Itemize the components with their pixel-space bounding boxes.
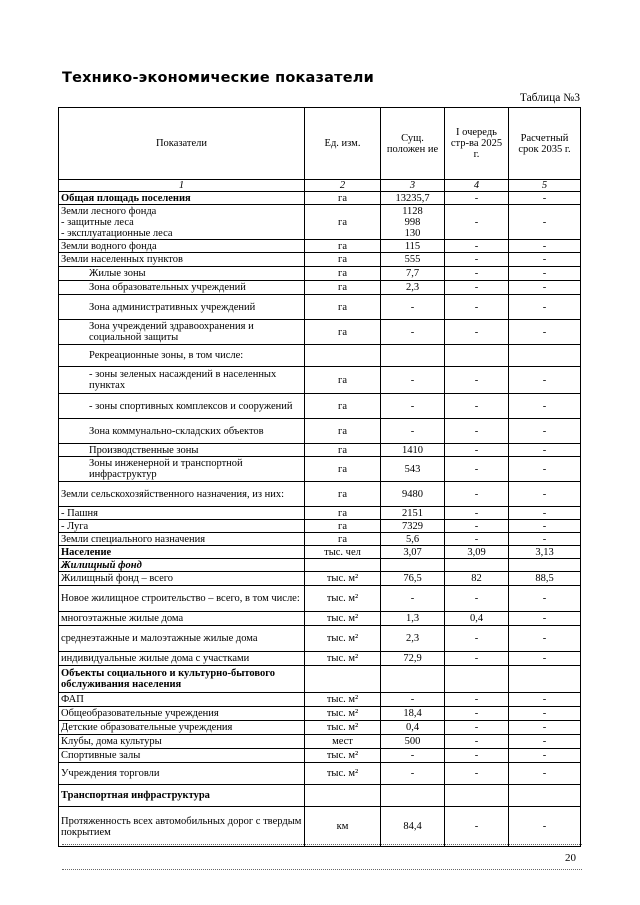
existing-value-cell xyxy=(381,666,445,693)
estimated-value-cell: - xyxy=(509,482,581,507)
indicator-cell: Общая площадь поселения xyxy=(59,192,305,205)
unit-cell: тыс. м² xyxy=(305,626,381,652)
stage1-value-cell: - xyxy=(445,763,509,785)
header-unit: Ед. изм. xyxy=(305,108,381,180)
unit-cell: тыс. м² xyxy=(305,721,381,735)
table-row xyxy=(59,507,581,520)
unit-cell: га xyxy=(305,281,381,295)
stage1-value-cell: 0,4 xyxy=(445,612,509,626)
unit-cell: га xyxy=(305,444,381,457)
table-label: Таблица №3 xyxy=(519,92,580,104)
estimated-value-cell: - xyxy=(509,693,581,707)
stage1-value-cell: - xyxy=(445,520,509,533)
estimated-value-cell: - xyxy=(509,367,581,394)
stage1-value-cell: - xyxy=(445,267,509,281)
unit-cell: га xyxy=(305,419,381,444)
table-row xyxy=(59,626,581,652)
estimated-value-cell: 88,5 xyxy=(509,572,581,586)
unit-cell: тыс. м² xyxy=(305,763,381,785)
estimated-value-cell: - xyxy=(509,520,581,533)
existing-value-cell: - xyxy=(381,320,445,345)
indicator-cell: Земли водного фонда xyxy=(59,240,305,253)
table-row xyxy=(59,533,581,546)
indicator-cell: Земли сельскохозяйственного назначения, из них: xyxy=(59,482,305,507)
existing-value-cell: 1410 xyxy=(381,444,445,457)
column-number: 2 xyxy=(305,180,381,192)
table-row xyxy=(59,240,581,253)
existing-value-cell: 7,7 xyxy=(381,267,445,281)
existing-value-cell: 76,5 xyxy=(381,572,445,586)
unit-cell: га xyxy=(305,457,381,482)
table-row xyxy=(59,721,581,735)
estimated-value-cell: - xyxy=(509,253,581,267)
column-number: 5 xyxy=(509,180,581,192)
estimated-value-cell: - xyxy=(509,749,581,763)
stage1-value-cell: 3,09 xyxy=(445,546,509,559)
table-row xyxy=(59,394,581,419)
table-row xyxy=(59,267,581,281)
estimated-value-cell: - xyxy=(509,205,581,240)
indicator-cell: многоэтажные жилые дома xyxy=(59,612,305,626)
stage1-value-cell: - xyxy=(445,749,509,763)
indicator-cell: Новое жилищное строительство – всего, в том числе: xyxy=(59,586,305,612)
existing-value-cell: - xyxy=(381,693,445,707)
stage1-value-cell: - xyxy=(445,419,509,444)
unit-cell: мест xyxy=(305,735,381,749)
indicator-cell: Жилищный фонд – всего xyxy=(59,572,305,586)
unit-cell: га xyxy=(305,295,381,320)
estimated-value-cell: - xyxy=(509,763,581,785)
unit-cell: га xyxy=(305,267,381,281)
footer-divider xyxy=(62,844,582,845)
unit-cell: тыс. чел xyxy=(305,546,381,559)
indicator-cell: Земли лесного фонда - защитные леса - эксплуатационные леса xyxy=(59,205,305,240)
indicator-cell: ФАП xyxy=(59,693,305,707)
table-row xyxy=(59,320,581,345)
stage1-value-cell: - xyxy=(445,457,509,482)
existing-value-cell: 500 xyxy=(381,735,445,749)
unit-cell: га xyxy=(305,367,381,394)
indicator-cell: Спортивные залы xyxy=(59,749,305,763)
estimated-value-cell: - xyxy=(509,652,581,666)
indicator-cell: - зоны зеленых насаждений в населенных пунктах xyxy=(59,367,305,394)
indicator-cell: Зона образовательных учреждений xyxy=(59,281,305,295)
estimated-value-cell: - xyxy=(509,444,581,457)
table-row xyxy=(59,559,581,572)
stage1-value-cell: - xyxy=(445,652,509,666)
table-row xyxy=(59,345,581,367)
footer-divider xyxy=(62,869,582,870)
table-row xyxy=(59,586,581,612)
table-row xyxy=(59,785,581,807)
estimated-value-cell xyxy=(509,666,581,693)
table-row xyxy=(59,807,581,847)
estimated-value-cell xyxy=(509,559,581,572)
header-indicator: Показатели xyxy=(59,108,305,180)
stage1-value-cell: - xyxy=(445,507,509,520)
stage1-value-cell: - xyxy=(445,693,509,707)
stage1-value-cell: - xyxy=(445,807,509,847)
existing-value-cell: - xyxy=(381,586,445,612)
page-title: Технико-экономические показатели xyxy=(62,70,374,86)
existing-value-cell: 13235,7 xyxy=(381,192,445,205)
unit-cell: га xyxy=(305,520,381,533)
stage1-value-cell: 82 xyxy=(445,572,509,586)
existing-value-cell: 0,4 xyxy=(381,721,445,735)
table-row xyxy=(59,520,581,533)
table-row xyxy=(59,546,581,559)
table-header-row xyxy=(59,108,581,180)
table-row xyxy=(59,295,581,320)
table-row xyxy=(59,572,581,586)
unit-cell: га xyxy=(305,482,381,507)
estimated-value-cell: - xyxy=(509,586,581,612)
table-row xyxy=(59,444,581,457)
existing-value-cell: - xyxy=(381,419,445,444)
existing-value-cell: - xyxy=(381,295,445,320)
existing-value-cell: - xyxy=(381,367,445,394)
existing-value-cell: 3,07 xyxy=(381,546,445,559)
stage1-value-cell: - xyxy=(445,444,509,457)
indicator-cell: Зоны инженерной и транспортной инфраструктур xyxy=(59,457,305,482)
unit-cell: тыс. м² xyxy=(305,586,381,612)
estimated-value-cell: - xyxy=(509,192,581,205)
existing-value-cell: - xyxy=(381,763,445,785)
indicator-cell: Транспортная инфраструктура xyxy=(59,785,305,807)
unit-cell: га xyxy=(305,507,381,520)
unit-cell xyxy=(305,345,381,367)
unit-cell: тыс. м² xyxy=(305,652,381,666)
header-existing: Сущ. положен ие xyxy=(381,108,445,180)
indicators-table xyxy=(58,107,581,847)
indicator-cell: Зона административных учреждений xyxy=(59,295,305,320)
table-row xyxy=(59,612,581,626)
estimated-value-cell: - xyxy=(509,320,581,345)
unit-cell: га xyxy=(305,253,381,267)
indicator-cell: Земли населенных пунктов xyxy=(59,253,305,267)
indicator-cell: - зоны спортивных комплексов и сооружений xyxy=(59,394,305,419)
column-numbers-row xyxy=(59,180,581,192)
page-number: 20 xyxy=(565,852,576,864)
existing-value-cell xyxy=(381,559,445,572)
estimated-value-cell: - xyxy=(509,267,581,281)
indicator-cell: - Луга xyxy=(59,520,305,533)
indicator-cell: Зона коммунально-складских объектов xyxy=(59,419,305,444)
table-row xyxy=(59,419,581,444)
estimated-value-cell: - xyxy=(509,295,581,320)
existing-value-cell: 543 xyxy=(381,457,445,482)
table-row xyxy=(59,749,581,763)
unit-cell xyxy=(305,666,381,693)
unit-cell: км xyxy=(305,807,381,847)
estimated-value-cell: - xyxy=(509,735,581,749)
existing-value-cell: 2151 xyxy=(381,507,445,520)
column-number: 4 xyxy=(445,180,509,192)
unit-cell: га xyxy=(305,320,381,345)
stage1-value-cell: - xyxy=(445,205,509,240)
estimated-value-cell xyxy=(509,785,581,807)
stage1-value-cell: - xyxy=(445,735,509,749)
unit-cell: тыс. м² xyxy=(305,693,381,707)
table-row xyxy=(59,666,581,693)
existing-value-cell xyxy=(381,785,445,807)
unit-cell: тыс. м² xyxy=(305,612,381,626)
existing-value-cell: - xyxy=(381,749,445,763)
estimated-value-cell: - xyxy=(509,612,581,626)
estimated-value-cell: - xyxy=(509,721,581,735)
header-estimated: Расчетный срок 2035 г. xyxy=(509,108,581,180)
stage1-value-cell: - xyxy=(445,320,509,345)
table-row xyxy=(59,367,581,394)
indicator-cell: Земли специального назначения xyxy=(59,533,305,546)
stage1-value-cell: - xyxy=(445,367,509,394)
table-row xyxy=(59,205,581,240)
existing-value-cell: 1,3 xyxy=(381,612,445,626)
indicator-cell: Производственные зоны xyxy=(59,444,305,457)
table-row xyxy=(59,707,581,721)
indicator-cell: Жилые зоны xyxy=(59,267,305,281)
stage1-value-cell: - xyxy=(445,533,509,546)
stage1-value-cell: - xyxy=(445,192,509,205)
table-row xyxy=(59,281,581,295)
existing-value-cell: 9480 xyxy=(381,482,445,507)
column-number: 1 xyxy=(59,180,305,192)
existing-value-cell: 2,3 xyxy=(381,281,445,295)
estimated-value-cell: - xyxy=(509,807,581,847)
table-row xyxy=(59,735,581,749)
stage1-value-cell xyxy=(445,666,509,693)
indicator-cell: Общеобразовательные учреждения xyxy=(59,707,305,721)
stage1-value-cell: - xyxy=(445,253,509,267)
indicator-cell: Детские образовательные учреждения xyxy=(59,721,305,735)
stage1-value-cell: - xyxy=(445,240,509,253)
stage1-value-cell: - xyxy=(445,295,509,320)
unit-cell xyxy=(305,559,381,572)
estimated-value-cell: - xyxy=(509,533,581,546)
unit-cell: тыс. м² xyxy=(305,707,381,721)
estimated-value-cell: - xyxy=(509,394,581,419)
stage1-value-cell: - xyxy=(445,721,509,735)
stage1-value-cell: - xyxy=(445,394,509,419)
indicator-cell: Население xyxy=(59,546,305,559)
stage1-value-cell: - xyxy=(445,586,509,612)
existing-value-cell: 72,9 xyxy=(381,652,445,666)
indicator-cell: Объекты социального и культурно-бытового обслуживания населения xyxy=(59,666,305,693)
estimated-value-cell: 3,13 xyxy=(509,546,581,559)
existing-value-cell: 18,4 xyxy=(381,707,445,721)
unit-cell: тыс. м² xyxy=(305,572,381,586)
indicator-cell: Рекреационные зоны, в том числе: xyxy=(59,345,305,367)
existing-value-cell xyxy=(381,345,445,367)
stage1-value-cell xyxy=(445,785,509,807)
stage1-value-cell xyxy=(445,559,509,572)
table-row xyxy=(59,457,581,482)
estimated-value-cell: - xyxy=(509,507,581,520)
estimated-value-cell: - xyxy=(509,240,581,253)
indicator-cell: Протяженность всех автомобильных дорог с твердым покрытием xyxy=(59,807,305,847)
table-row xyxy=(59,693,581,707)
existing-value-cell: 84,4 xyxy=(381,807,445,847)
stage1-value-cell: - xyxy=(445,626,509,652)
unit-cell: га xyxy=(305,205,381,240)
unit-cell: тыс. м² xyxy=(305,749,381,763)
existing-value-cell: 555 xyxy=(381,253,445,267)
estimated-value-cell: - xyxy=(509,419,581,444)
table-row xyxy=(59,192,581,205)
estimated-value-cell: - xyxy=(509,281,581,295)
stage1-value-cell: - xyxy=(445,281,509,295)
unit-cell xyxy=(305,785,381,807)
existing-value-cell: 5,6 xyxy=(381,533,445,546)
estimated-value-cell: - xyxy=(509,707,581,721)
indicator-cell: Учреждения торговли xyxy=(59,763,305,785)
header-stage1: I очередь стр-ва 2025 г. xyxy=(445,108,509,180)
indicator-cell: среднеэтажные и малоэтажные жилые дома xyxy=(59,626,305,652)
existing-value-cell: - xyxy=(381,394,445,419)
unit-cell: га xyxy=(305,533,381,546)
stage1-value-cell: - xyxy=(445,482,509,507)
existing-value-cell: 2,3 xyxy=(381,626,445,652)
stage1-value-cell: - xyxy=(445,707,509,721)
estimated-value-cell: - xyxy=(509,457,581,482)
table-row xyxy=(59,253,581,267)
unit-cell: га xyxy=(305,394,381,419)
existing-value-cell: 7329 xyxy=(381,520,445,533)
unit-cell: га xyxy=(305,192,381,205)
stage1-value-cell xyxy=(445,345,509,367)
table-row xyxy=(59,652,581,666)
estimated-value-cell: - xyxy=(509,626,581,652)
indicator-cell: индивидуальные жилые дома с участками xyxy=(59,652,305,666)
existing-value-cell: 1128 998 130 xyxy=(381,205,445,240)
indicator-cell: - Пашня xyxy=(59,507,305,520)
table-row xyxy=(59,763,581,785)
existing-value-cell: 115 xyxy=(381,240,445,253)
indicator-cell: Жилищный фонд xyxy=(59,559,305,572)
indicator-cell: Клубы, дома культуры xyxy=(59,735,305,749)
estimated-value-cell xyxy=(509,345,581,367)
unit-cell: га xyxy=(305,240,381,253)
indicator-cell: Зона учреждений здравоохранения и социальной защиты xyxy=(59,320,305,345)
column-number: 3 xyxy=(381,180,445,192)
table-body xyxy=(59,192,581,847)
table-row xyxy=(59,482,581,507)
